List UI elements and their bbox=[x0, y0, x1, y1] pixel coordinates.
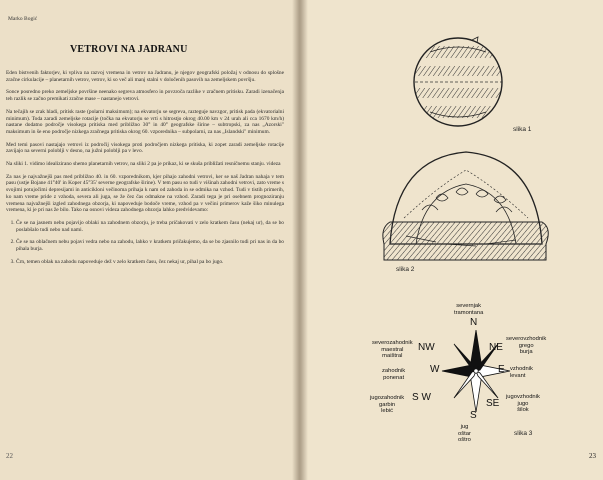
figure-3-caption: slika 3 bbox=[514, 430, 533, 437]
wind-label-southeast: jugovzhodnik jugo šilok bbox=[506, 394, 540, 414]
forecast-list bbox=[6, 220, 284, 266]
page-title: VETROVI NA JADRANU bbox=[70, 44, 188, 55]
compass-dir-sw: S W bbox=[412, 392, 431, 403]
compass-dir-w: W bbox=[430, 364, 440, 375]
paragraph: Na tečajih se zrak hladi, pritisk raste (polarni maksimum); na ekvatorju se segreva, razteguje navzgor, pritisk pada (ekvatorialni minimum). Toda zaradi zemeljske rotacije (točka na ekvatorju se vrti s hitrostjo okrog 40.00 km v 24 urah ali cca 1670 km/h) nastane dodatno področje visokega pritiska med približno 30° in 40° geografske širine – subtropski, za nas „Azorski" maksimum in še eno področje nizkega zračnega pritiska okrog 60. vzporednika – subpolarni, za nas „Islandski" minimum. bbox=[6, 108, 284, 135]
list-item: 1. Če se na jasnem nebu pojavijo oblaki na zahodnem obzorju, je treba pričakovati v zelo kratkem času (nekaj ur), da se bo poslabšalo tudi nebo nad nami. bbox=[16, 220, 284, 233]
compass-dir-se: SE bbox=[486, 398, 500, 409]
wind-label-west: zahodnik ponenat bbox=[382, 368, 406, 381]
compass-dir-s: S bbox=[470, 410, 477, 421]
compass-dir-n: N bbox=[470, 317, 478, 328]
wind-label-northwest: severozahodnik maestral maištral bbox=[372, 340, 413, 360]
paragraph: Sonce posredno preko zemeljske površine neenako segreva atmosfero in povzroča razlike v zračnem pritisku. Zaradi izenačenja teh razlik se začno premikati zračne mase – nastanejo vetrovi. bbox=[6, 89, 284, 103]
compass-dir-ne: NE bbox=[489, 342, 503, 353]
figure-1-globe bbox=[410, 32, 506, 132]
list-item: 2. Če se na oblačnem nebu pojavi vedra nebo na zahodu, lahko v kratkem pričakujemo, da se bo zjasnilo tudi pri nas in da bo pihala burja. bbox=[16, 239, 284, 252]
book-gutter bbox=[292, 0, 308, 480]
running-header: Marko Bogić bbox=[8, 16, 38, 22]
left-page bbox=[0, 0, 300, 480]
wind-label-east: vzhodnik levant bbox=[510, 366, 533, 379]
paragraph: Med temi pasovi nastajajo vetrovi iz področij visokega proti področjem nizkega pritiska, ki zopet zaradi zemeljske rotacije zavijajo na severni poloblji v desno, na južni poloblji pa v levo. bbox=[6, 141, 284, 155]
page-number-right: 23 bbox=[589, 452, 596, 460]
wind-label-northeast: severovzhodnik grego burja bbox=[506, 336, 547, 356]
paragraph: Za nas je najvažnejši pas med približno 40. in 60. vzporednikom, kjer pihajo zahodni vetrovi, ker se naš Jadran nahaja v tem pasu (ustje Bojane 41°40' in Koper 45°35' severne geografske širine). V tem pasu so tudi v višinah zahodni vetrovi, zato vreme s svojimi potujočimi depresijami in anticikloni večinoma prihaja k nam od zahoda in se odmika na vzhod. Tudi v tistih primerih, ko nam vreme pride z vzhoda, severa ali juga, se že čez čas odmakne na vzhod. Zaradi tega je pri osebnem prognoziranju vremena najvažnejši izgled zahodnega obzorja, ki napoveduje bodoče vreme, vzhod pa v večini primerov kaže šiko minulega vremena, ki je pri nas že bilo. Tako na osnovi videza zahodnega obzorja lahko predvidevamo: bbox=[6, 173, 284, 214]
wind-label-north: severnjak tramontana bbox=[454, 303, 484, 316]
list-item: 3. Črn, temen oblak na zahodu napoveduje dež v zelo kratkem času, čez nekaj ur, pihal pa bo jugo. bbox=[16, 259, 284, 266]
page-number-left: 22 bbox=[6, 452, 13, 460]
paragraph: Eden bistvenih faktorjev, ki vpliva na razvoj vremena in vetrov na Jadranu, je njegov geografski položaj v odnosu do splošne zračne cirkulacije – planetarnih vetrov, vetrov, ki so več ali manj stalni v določenih pasovih na zemeljskem površju. bbox=[6, 70, 284, 83]
right-page bbox=[300, 0, 603, 480]
article-body bbox=[6, 70, 284, 271]
paragraph: Na sliki 1. vidimo idealizirano shemo planetarnih vetrov, na sliki 2 pa je prikaz, ki se skuša približati resničnemu stanju. videza bbox=[6, 161, 281, 168]
wind-label-southwest: jugozahodnik garbin lebić bbox=[370, 395, 405, 415]
figure-2-hemisphere bbox=[376, 148, 554, 266]
compass-dir-e: E bbox=[498, 364, 505, 375]
compass-dir-nw: NW bbox=[418, 342, 435, 353]
wind-label-south: jug oštar oštro bbox=[458, 424, 471, 444]
figure-1-caption: slika 1 bbox=[513, 126, 532, 133]
figure-2-caption: slika 2 bbox=[396, 266, 415, 273]
